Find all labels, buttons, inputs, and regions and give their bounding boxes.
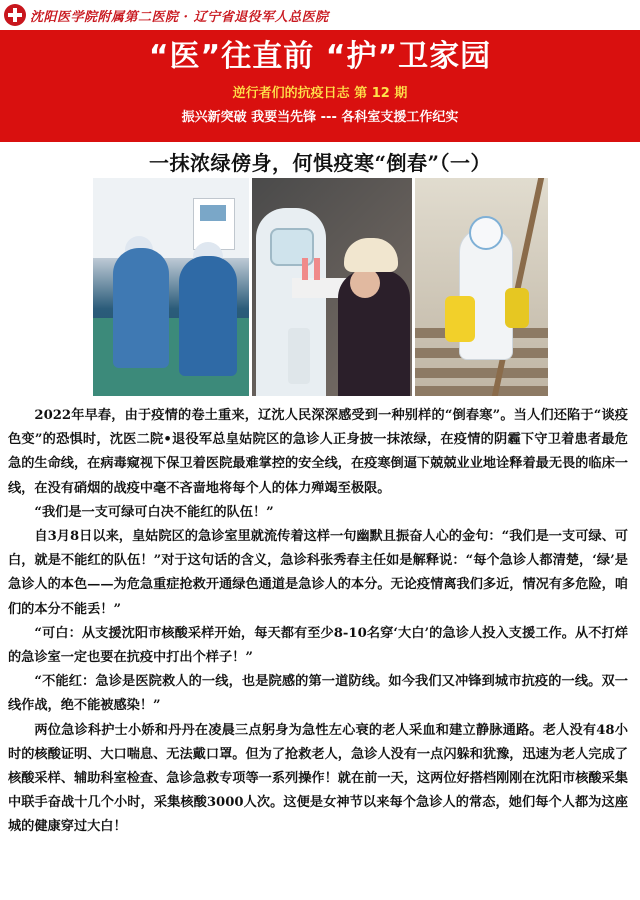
main-title: “医”往直前 “护”卫家园 xyxy=(148,39,492,74)
paragraph: 自3月8日以来，皇姑院区的急诊室里就流传着这样一句幽默且振奋人心的金句：“我们是一支可绿、可白，就是不能红的队伍！”对于这句话的含义，急诊科张秀春主任如是解释说：“每个急诊人都清楚，‘绿’是急诊人的本色——为危急重症抢救开通绿色通道是急诊人的本分。无论疫情离我们多近，情况有多危险，咱们的本分不能丢！” xyxy=(8,529,628,617)
paragraph: “可白：从支援沈阳市核酸采样开始，每天都有至少8-10名穿‘大白’的急诊人投入支援工作。从不打烊的急诊室一定也要在抗疫中打出个样子！” xyxy=(8,625,628,666)
photo-strip xyxy=(0,178,640,396)
patient-face xyxy=(350,268,380,298)
paragraph: 2022年早春，由于疫情的卷土重来，辽沈人民深深感受到一种别样的“倒春寒”。当人们还陷于“谈疫色变”的恐惧时，沈医二院•退役军总皇姑院区的急诊人正身披一抹浓绿，在疫情的阴霾下守卫着患者最危急的生命线，在病毒窥视下保卫着医院最难掌控的安全线，在疫寒倒逼下兢兢业业地诠释着最无畏的临床一线，在没有硝烟的战疫中毫不吝啬地将每个人的体力殚竭至极限。 xyxy=(8,408,628,496)
test-tube-icon xyxy=(314,258,320,280)
photo-stairway-delivery xyxy=(415,178,548,396)
test-tube-icon xyxy=(302,258,308,280)
hospital-header xyxy=(0,0,640,30)
title-banner xyxy=(0,30,640,142)
worker-hood xyxy=(469,216,503,250)
hospital-name: 沈阳医学院附属第二医院 · 辽宁省退役军人总医院 xyxy=(30,9,329,25)
paragraph: “我们是一支可绿可白决不能红的队伍！” xyxy=(34,504,274,520)
staff-figure xyxy=(113,248,169,368)
photo-swab-sampling xyxy=(252,178,412,396)
article-title: 一抹浓绿傍身，何惧疫寒“倒春”（一） xyxy=(148,151,491,175)
stair-step xyxy=(415,368,548,378)
photo-medical-staff xyxy=(93,178,249,396)
staff-figure xyxy=(179,256,237,376)
hospital-logo-icon xyxy=(4,4,26,26)
issue-line: 逆行者们的抗疫日志 第 12 期 xyxy=(232,86,408,101)
article-body xyxy=(0,404,640,840)
knit-hat xyxy=(344,238,398,272)
stair-step xyxy=(415,386,548,396)
paragraph: “不能红：急诊是医院救人的一线，也是院感的第一道防线。如今我们又冲锋到城市抗疫的一线。双一线作战，绝不能被感染！” xyxy=(8,674,628,714)
yellow-bag-icon xyxy=(445,296,475,342)
tagline: 振兴新突破 我要当先锋 --- 各科室支援工作纪实 xyxy=(181,110,459,125)
paragraph: 两位急诊科护士小娇和丹丹在凌晨三点躬身为急性左心衰的老人采血和建立静脉通路。老人没有48小时的核酸证明、大口喘息、无法戴口罩。但为了抢救老人，急诊人没有一点闪躲和犹豫，迅速为老人完成了核酸采样、辅助科室检查、急诊急救专项等一系列操作！就在前一天，这两位好搭档刚刚在沈阳市核酸采集中联手奋战十几个小时，采集核酸3000人次。这便是女神节以来每个急诊人的常态，她们每个人都为这座城的健康穿过大白！ xyxy=(8,722,628,835)
yellow-bag-icon xyxy=(505,288,529,328)
bottle-icon xyxy=(288,328,310,384)
